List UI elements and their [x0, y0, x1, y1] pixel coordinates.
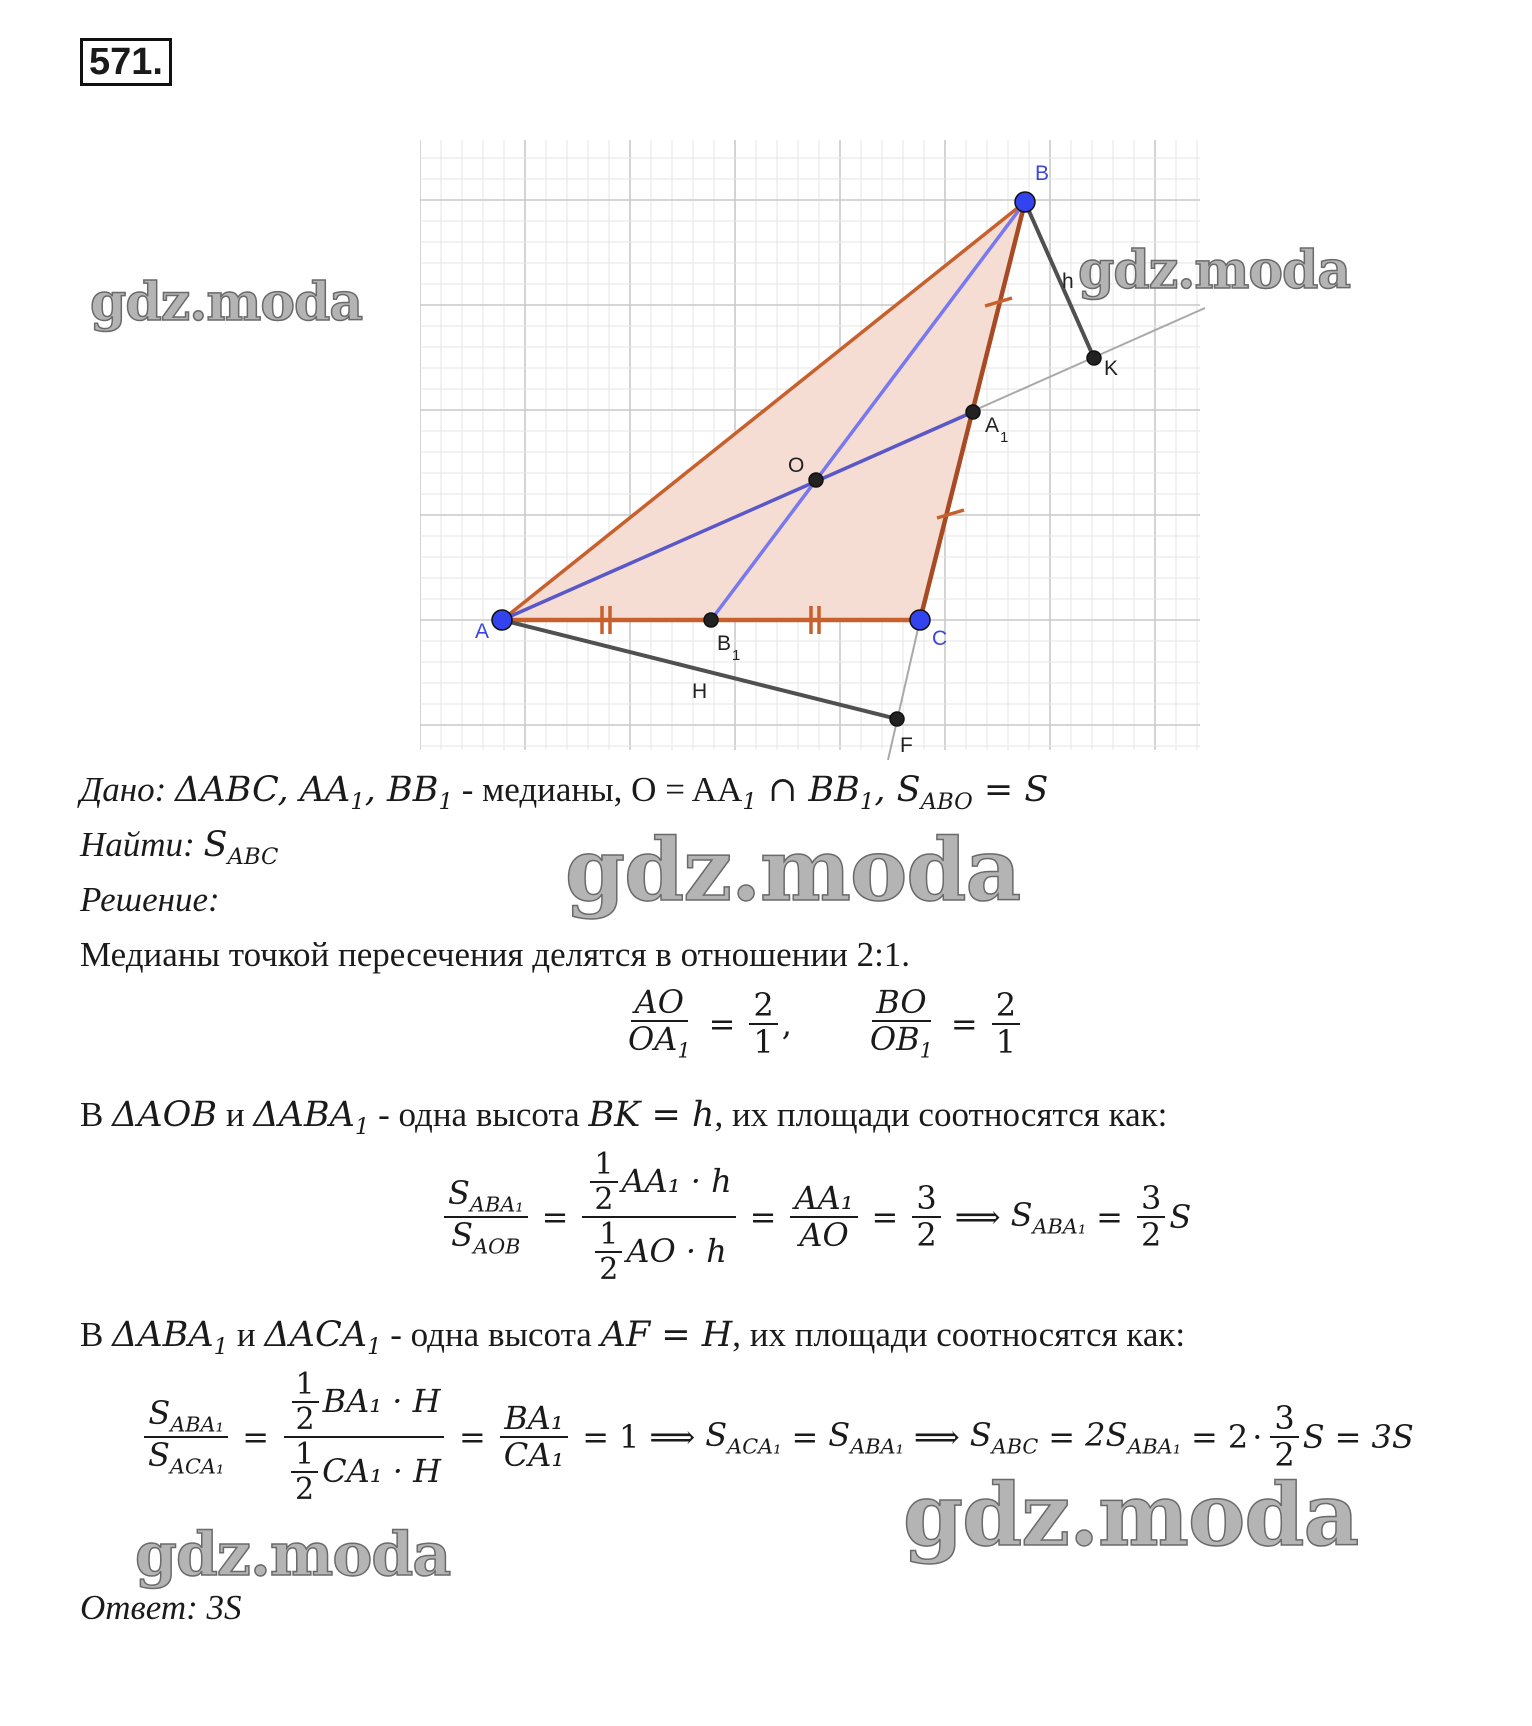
task-number: 571.: [80, 38, 172, 86]
point-labels: [475, 162, 1118, 757]
statement-height-af: В $\Delta ABA_1$ и $\Delta ACA_1$ - одна высота AF = H, их площади соотносятся как:: [80, 1315, 1186, 1360]
watermark: gdz.moda: [90, 272, 363, 333]
find-line: Найти: $S_{ABC}$: [80, 825, 279, 870]
geometry-figure: [420, 140, 1210, 760]
point-A1: [966, 405, 980, 419]
find-label: Найти: [80, 825, 184, 864]
label-h: h: [1062, 270, 1074, 293]
label-A1: A: [985, 414, 1000, 437]
equation-area-ratio-1: $\frac{S_{ABA_1}}{S_{AOB}}$ = $\frac{1}{2}$ AA₁ · h $\frac{1}{2}$ AO · h = $\frac{\text{AA₁}}{AO}$ = $\frac{3}{2}$ ⟹ $S_{ABA_1}$ = $\frac{3}{2}$ S: [440, 1148, 1191, 1286]
label-H: H: [692, 680, 708, 703]
label-O: O: [788, 454, 805, 477]
label-A: A: [475, 620, 490, 643]
given-line: Дано: ΔABC, $AA_1$, $BB_1$ - медианы, $O = AA_1$ ∩ $BB_1$, $S_{ABO} = S$: [80, 770, 1049, 815]
label-B1-sub: 1: [732, 647, 741, 664]
point-O: [809, 473, 823, 487]
label-K: K: [1104, 357, 1119, 380]
point-F: [890, 712, 904, 726]
point-B1: [704, 613, 718, 627]
answer-label: Ответ: [80, 1588, 187, 1627]
statement-medians: Медианы точкой пересечения делятся в отношении 2:1.: [80, 935, 911, 974]
statement-height-bk: В ΔAOB и $\Delta ABA_1$ - одна высота BK = h, их площади соотносятся как:: [80, 1095, 1168, 1140]
watermark: gdz.moda: [565, 820, 1021, 921]
solution-label: Решение:: [80, 880, 220, 919]
label-C: C: [932, 627, 948, 650]
point-A: [492, 610, 512, 630]
answer-line: Ответ: 3S: [80, 1588, 242, 1627]
equation-ratios: $\frac{AO}{OA_1}$ = $\frac{2}{1}$ , $\frac{BO}{OB_1}$ = $\frac{2}{1}$: [620, 985, 1024, 1062]
point-B: [1015, 192, 1035, 212]
label-B: B: [1035, 162, 1050, 185]
watermark: gdz.moda: [135, 1520, 451, 1590]
watermark: gdz.moda: [1078, 240, 1351, 301]
equation-area-ratio-2: $\frac{S_{ABA_1}}{S_{ACA_1}}$ = $\frac{1}{2}$ BA₁ · H $\frac{1}{2}$ CA₁ · H = $\frac{\text{BA₁}}{\text{CA₁}}$ = 1 ⟹ $S_{ACA_1}$ = $S_{ABA_1}$ ⟹ $S_{ABC}$ = $2S_{ABA_1}$ = 2 · $\frac{3}{2}$ S = 3S: [140, 1368, 1414, 1506]
label-A1-sub: 1: [1000, 429, 1009, 446]
label-F: F: [900, 734, 913, 757]
answer-value: 3S: [206, 1588, 242, 1627]
watermark: gdz.moda: [903, 1465, 1359, 1566]
point-K: [1087, 351, 1101, 365]
given-label: Дано: [80, 770, 155, 809]
point-C: [910, 610, 930, 630]
label-B1: B: [717, 632, 732, 655]
